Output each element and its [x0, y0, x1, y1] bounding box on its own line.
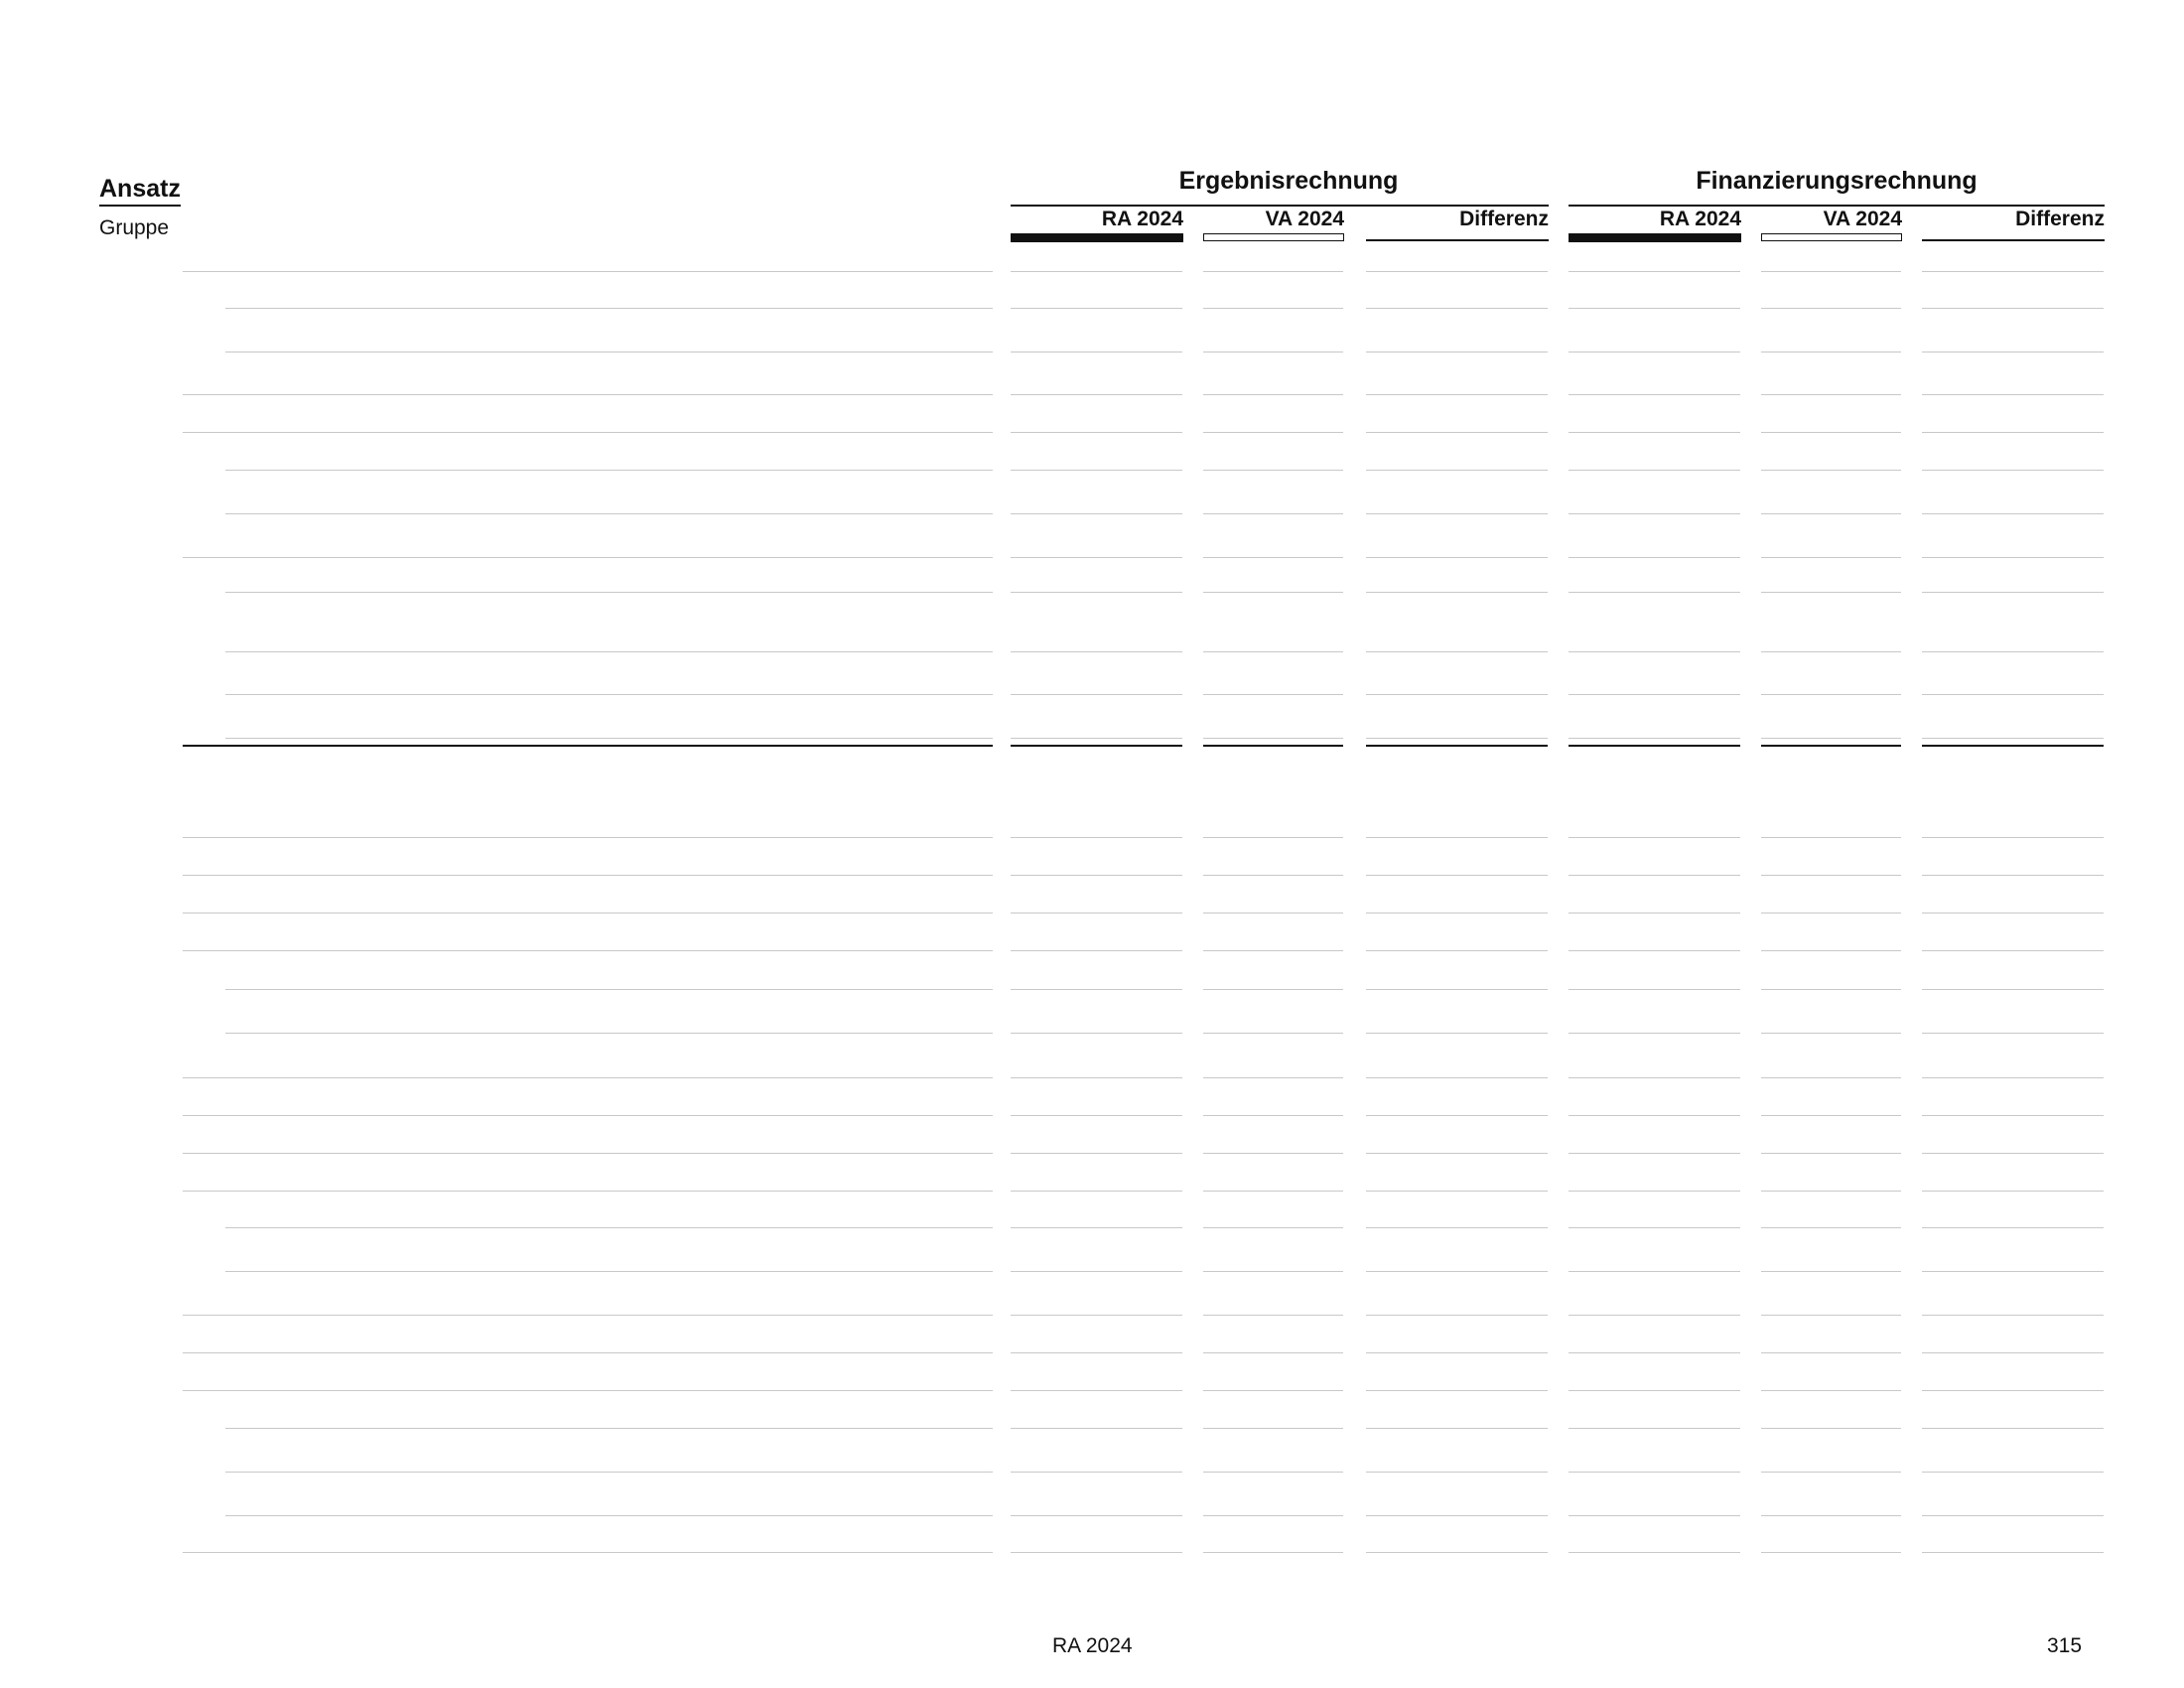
cell-divider	[1011, 432, 1182, 433]
col-differenz-ergebnis: Differenz	[1459, 208, 1549, 230]
row-divider	[183, 1153, 993, 1154]
cell-divider	[1203, 1077, 1343, 1078]
cell-divider	[1011, 1515, 1182, 1516]
cell-divider	[1366, 1153, 1548, 1154]
cell-divider	[1203, 989, 1343, 990]
cell-divider	[1761, 1115, 1901, 1116]
cell-divider	[1203, 557, 1343, 558]
col-ra-2024-finanz: RA 2024	[1659, 208, 1741, 230]
cell-divider	[1011, 1115, 1182, 1116]
cell-divider	[1203, 308, 1343, 309]
cell-divider	[1922, 1227, 2104, 1228]
col-ra-2024-ergebnis: RA 2024	[1101, 208, 1183, 230]
cell-divider	[1761, 1227, 1901, 1228]
cell-divider	[1011, 470, 1182, 471]
cell-divider	[1011, 1552, 1182, 1553]
cell-divider	[1761, 1153, 1901, 1154]
cell-divider	[1761, 513, 1901, 514]
cell-divider	[1761, 1077, 1901, 1078]
cell-divider	[1366, 1227, 1548, 1228]
cell-divider	[1922, 913, 2104, 914]
cell-divider	[1011, 950, 1182, 951]
cell-divider	[1922, 1552, 2104, 1553]
cell-divider	[1569, 1428, 1740, 1429]
cell-divider	[1569, 837, 1740, 838]
row-divider	[183, 394, 993, 395]
cell-divider	[1761, 271, 1901, 272]
cell-divider	[1203, 651, 1343, 652]
row-divider	[183, 432, 993, 433]
summary-top-rule	[1761, 745, 1901, 747]
page-number: 315	[2047, 1634, 2083, 1657]
cell-divider	[1922, 1315, 2104, 1316]
cell-divider	[1366, 837, 1548, 838]
row-divider	[225, 738, 993, 739]
ansatz-heading: Ansatz	[99, 175, 181, 207]
cell-divider	[1366, 308, 1548, 309]
cell-divider	[1203, 738, 1343, 739]
summary-top-rule	[1366, 745, 1548, 747]
cell-divider	[1569, 950, 1740, 951]
summary-top-rule	[1203, 745, 1343, 747]
row-divider	[225, 1271, 993, 1272]
cell-divider	[1569, 738, 1740, 739]
cell-divider	[1569, 394, 1740, 395]
row-divider	[183, 950, 993, 951]
cell-divider	[1366, 738, 1548, 739]
cell-divider	[1761, 651, 1901, 652]
cell-divider	[1011, 1390, 1182, 1391]
cell-divider	[1366, 1352, 1548, 1353]
row-divider	[225, 989, 993, 990]
cell-divider	[1366, 651, 1548, 652]
row-divider	[225, 470, 993, 471]
cell-divider	[1569, 1033, 1740, 1034]
row-divider	[225, 1472, 993, 1473]
summary-top-rule	[1922, 745, 2104, 747]
cell-divider	[1922, 557, 2104, 558]
cell-divider	[1011, 1033, 1182, 1034]
cell-divider	[1569, 592, 1740, 593]
cell-divider	[1203, 694, 1343, 695]
row-divider	[225, 1515, 993, 1516]
cell-divider	[1366, 950, 1548, 951]
row-divider	[225, 1033, 993, 1034]
col-va-2024-ergebnis: VA 2024	[1265, 208, 1344, 230]
cell-divider	[1922, 470, 2104, 471]
row-divider	[183, 837, 993, 838]
cell-divider	[1569, 913, 1740, 914]
cell-divider	[1366, 694, 1548, 695]
cell-divider	[1203, 432, 1343, 433]
cell-divider	[1761, 432, 1901, 433]
cell-divider	[1761, 1033, 1901, 1034]
cell-divider	[1922, 950, 2104, 951]
cell-divider	[1761, 394, 1901, 395]
cell-divider	[1203, 1191, 1343, 1192]
row-divider	[183, 913, 993, 914]
cell-divider	[1569, 1271, 1740, 1272]
cell-divider	[1761, 470, 1901, 471]
cell-divider	[1011, 875, 1182, 876]
cell-divider	[1366, 470, 1548, 471]
cell-divider	[1569, 1552, 1740, 1553]
cell-divider	[1569, 1115, 1740, 1116]
cell-divider	[1203, 1515, 1343, 1516]
row-divider	[183, 1115, 993, 1116]
row-divider	[225, 1428, 993, 1429]
cell-divider	[1203, 1153, 1343, 1154]
cell-divider	[1203, 1472, 1343, 1473]
row-divider	[183, 1552, 993, 1553]
cell-divider	[1922, 308, 2104, 309]
cell-divider	[1569, 1390, 1740, 1391]
cell-divider	[1366, 394, 1548, 395]
cell-divider	[1011, 1153, 1182, 1154]
cell-divider	[1761, 950, 1901, 951]
cell-divider	[1366, 432, 1548, 433]
cell-divider	[1761, 738, 1901, 739]
cell-divider	[1366, 1428, 1548, 1429]
summary-top-rule	[183, 745, 993, 747]
cell-divider	[1922, 271, 2104, 272]
cell-divider	[1569, 651, 1740, 652]
cell-divider	[1203, 592, 1343, 593]
cell-divider	[1011, 592, 1182, 593]
cell-divider	[1761, 592, 1901, 593]
cell-divider	[1761, 557, 1901, 558]
gruppe-heading: Gruppe	[99, 216, 170, 239]
cell-divider	[1366, 557, 1548, 558]
row-divider	[225, 694, 993, 695]
cell-divider	[1922, 1153, 2104, 1154]
cell-divider	[1011, 1352, 1182, 1353]
cell-divider	[1761, 1552, 1901, 1553]
cell-divider	[1011, 1191, 1182, 1192]
cell-divider	[1366, 513, 1548, 514]
cell-divider	[1366, 1077, 1548, 1078]
cell-divider	[1761, 1515, 1901, 1516]
cell-divider	[1761, 913, 1901, 914]
cell-divider	[1203, 513, 1343, 514]
cell-divider	[1922, 394, 2104, 395]
cell-divider	[1761, 694, 1901, 695]
cell-divider	[1922, 1271, 2104, 1272]
row-divider	[183, 1077, 993, 1078]
cell-divider	[1203, 1552, 1343, 1553]
finanzierungsrechnung-heading: Finanzierungsrechnung	[1696, 167, 1978, 195]
cell-divider	[1366, 1033, 1548, 1034]
footer-document-label: RA 2024	[1052, 1634, 1133, 1657]
cell-divider	[1011, 271, 1182, 272]
cell-divider	[1922, 1472, 2104, 1473]
cell-divider	[1011, 1227, 1182, 1228]
cell-divider	[1203, 875, 1343, 876]
cell-divider	[1922, 1352, 2104, 1353]
cell-divider	[1366, 989, 1548, 990]
cell-divider	[1011, 694, 1182, 695]
cell-divider	[1569, 557, 1740, 558]
cell-divider	[1203, 913, 1343, 914]
cell-divider	[1569, 989, 1740, 990]
row-divider	[183, 1315, 993, 1316]
cell-divider	[1761, 1472, 1901, 1473]
row-divider	[225, 592, 993, 593]
cell-divider	[1569, 1191, 1740, 1192]
cell-divider	[1569, 513, 1740, 514]
cell-divider	[1011, 738, 1182, 739]
cell-divider	[1203, 394, 1343, 395]
cell-divider	[1011, 308, 1182, 309]
ergebnisrechnung-heading: Ergebnisrechnung	[1178, 167, 1399, 195]
cell-divider	[1203, 470, 1343, 471]
cell-divider	[1366, 1271, 1548, 1272]
cell-divider	[1203, 1115, 1343, 1116]
cell-divider	[1922, 592, 2104, 593]
cell-divider	[1922, 1390, 2104, 1391]
cell-divider	[1922, 989, 2104, 990]
cell-divider	[1922, 513, 2104, 514]
cell-divider	[1011, 557, 1182, 558]
cell-divider	[1761, 989, 1901, 990]
cell-divider	[1761, 837, 1901, 838]
cell-divider	[1922, 1115, 2104, 1116]
cell-divider	[1366, 875, 1548, 876]
cell-divider	[1922, 1515, 2104, 1516]
cell-divider	[1203, 1315, 1343, 1316]
cell-divider	[1203, 1033, 1343, 1034]
cell-divider	[1922, 875, 2104, 876]
cell-divider	[1761, 1390, 1901, 1391]
cell-divider	[1011, 1315, 1182, 1316]
cell-divider	[1922, 738, 2104, 739]
row-divider	[183, 1352, 993, 1353]
cell-divider	[1366, 1390, 1548, 1391]
cell-divider	[1366, 1472, 1548, 1473]
row-divider	[225, 513, 993, 514]
cell-divider	[1203, 1271, 1343, 1272]
cell-divider	[1761, 1352, 1901, 1353]
cell-divider	[1569, 432, 1740, 433]
summary-top-rule	[1011, 745, 1182, 747]
cell-divider	[1761, 1315, 1901, 1316]
cell-divider	[1011, 1472, 1182, 1473]
cell-divider	[1761, 1428, 1901, 1429]
cell-divider	[1011, 394, 1182, 395]
cell-divider	[1366, 1115, 1548, 1116]
cell-divider	[1569, 1315, 1740, 1316]
cell-divider	[1922, 837, 2104, 838]
cell-divider	[1366, 271, 1548, 272]
cell-divider	[1203, 1390, 1343, 1391]
cell-divider	[1569, 1352, 1740, 1353]
cell-divider	[1922, 651, 2104, 652]
cell-divider	[1922, 1077, 2104, 1078]
cell-divider	[1366, 592, 1548, 593]
row-divider	[183, 1191, 993, 1192]
row-divider	[183, 875, 993, 876]
cell-divider	[1922, 1428, 2104, 1429]
cell-divider	[1761, 875, 1901, 876]
cell-divider	[1203, 1352, 1343, 1353]
row-divider	[183, 271, 993, 272]
col-va-2024-finanz: VA 2024	[1823, 208, 1902, 230]
cell-divider	[1569, 1472, 1740, 1473]
cell-divider	[1922, 1033, 2104, 1034]
cell-divider	[1569, 1227, 1740, 1228]
cell-divider	[1203, 1227, 1343, 1228]
cell-divider	[1569, 271, 1740, 272]
cell-divider	[1366, 1191, 1548, 1192]
cell-divider	[1761, 1191, 1901, 1192]
cell-divider	[1011, 1077, 1182, 1078]
cell-divider	[1569, 694, 1740, 695]
cell-divider	[1011, 651, 1182, 652]
cell-divider	[1011, 1428, 1182, 1429]
cell-divider	[1761, 1271, 1901, 1272]
cell-divider	[1922, 1191, 2104, 1192]
row-divider	[183, 557, 993, 558]
row-divider	[225, 1227, 993, 1228]
row-divider	[183, 1390, 993, 1391]
cell-divider	[1569, 1077, 1740, 1078]
cell-divider	[1011, 913, 1182, 914]
cell-divider	[1203, 1428, 1343, 1429]
cell-divider	[1011, 989, 1182, 990]
cell-divider	[1011, 837, 1182, 838]
col-differenz-finanz: Differenz	[2015, 208, 2105, 230]
cell-divider	[1761, 308, 1901, 309]
cell-divider	[1203, 271, 1343, 272]
cell-divider	[1569, 875, 1740, 876]
cell-divider	[1922, 432, 2104, 433]
summary-top-rule	[1569, 745, 1740, 747]
row-divider	[225, 651, 993, 652]
cell-divider	[1011, 513, 1182, 514]
cell-divider	[1366, 1515, 1548, 1516]
cell-divider	[1569, 1515, 1740, 1516]
cell-divider	[1569, 308, 1740, 309]
cell-divider	[1011, 1271, 1182, 1272]
cell-divider	[1366, 913, 1548, 914]
cell-divider	[1366, 1315, 1548, 1316]
cell-divider	[1569, 1153, 1740, 1154]
row-divider	[225, 308, 993, 309]
cell-divider	[1569, 470, 1740, 471]
cell-divider	[1366, 1552, 1548, 1553]
cell-divider	[1922, 694, 2104, 695]
cell-divider	[1203, 837, 1343, 838]
cell-divider	[1203, 950, 1343, 951]
